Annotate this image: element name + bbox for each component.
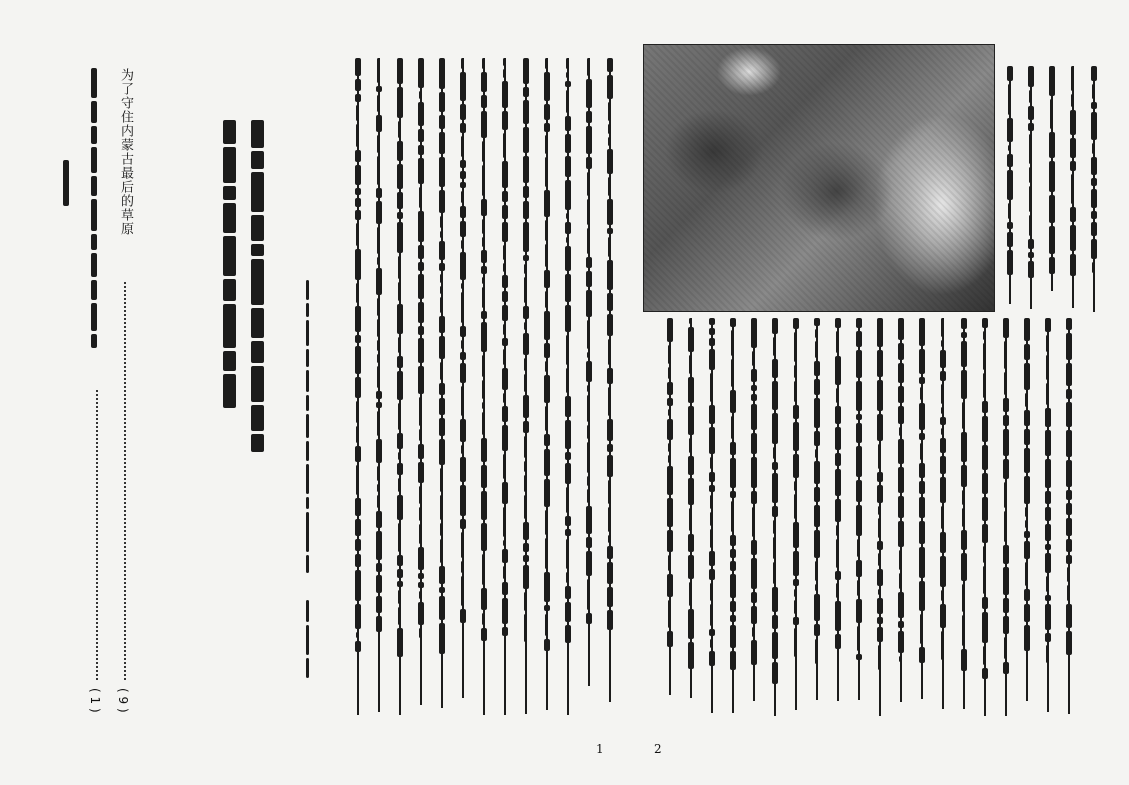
text-column-spine <box>462 58 464 698</box>
text-column-spine <box>984 318 986 716</box>
text-column <box>1021 318 1032 654</box>
text-column <box>1042 318 1053 666</box>
page-number-left: 1 <box>596 742 604 756</box>
text-column <box>706 318 717 669</box>
toc-chinese-title: 为了守住内蒙古最后的草原 <box>118 68 133 236</box>
text-column-spine <box>816 318 818 700</box>
toc-page-number-1: ( 9 ) <box>116 688 130 713</box>
text-column <box>436 58 447 657</box>
text-column-spine <box>879 318 881 716</box>
text-column-spine <box>900 318 902 702</box>
text-column <box>520 58 531 645</box>
text-column-spine <box>504 58 506 715</box>
text-column-spine <box>546 58 548 710</box>
text-column-spine <box>1030 66 1032 309</box>
text-column <box>457 58 468 626</box>
text-column-spine <box>1005 318 1007 716</box>
byline-col-2 <box>302 600 313 681</box>
text-column <box>1046 66 1057 277</box>
text-column <box>352 58 363 655</box>
article-title-col-1 <box>224 120 235 411</box>
text-column <box>727 318 738 673</box>
toc-leader-dots-2 <box>96 390 98 680</box>
text-column <box>937 318 948 663</box>
article-title-col-2 <box>252 120 263 455</box>
text-column <box>1088 66 1099 276</box>
text-column <box>1063 318 1074 658</box>
text-column-spine <box>1068 318 1070 714</box>
text-column <box>1067 66 1078 279</box>
text-column <box>769 318 780 687</box>
text-column-spine <box>483 58 485 715</box>
text-column-spine <box>378 58 380 712</box>
text-column <box>790 318 801 660</box>
text-column-spine <box>399 58 401 715</box>
text-column <box>853 318 864 663</box>
text-column-spine <box>525 58 527 714</box>
text-column-spine <box>837 318 839 701</box>
text-column-spine <box>669 318 671 695</box>
text-column-spine <box>942 318 944 709</box>
text-column <box>499 58 510 639</box>
page-number-right: 2 <box>654 742 662 756</box>
text-column-spine <box>1047 318 1049 712</box>
text-column-spine <box>921 318 923 699</box>
text-column-spine <box>753 318 755 701</box>
text-column-spine <box>1026 318 1028 701</box>
toc-mongolian-title <box>88 68 99 351</box>
toc-leader-dots-1 <box>124 282 126 680</box>
text-column-spine <box>441 58 443 708</box>
text-column <box>916 318 927 666</box>
text-column-spine <box>588 58 590 686</box>
text-column <box>583 58 594 627</box>
text-column <box>415 58 426 641</box>
text-column <box>811 318 822 667</box>
text-column <box>748 318 759 668</box>
text-column <box>541 58 552 654</box>
text-column <box>1025 66 1036 281</box>
text-column-spine <box>711 318 713 713</box>
text-column-spine <box>567 58 569 715</box>
byline-col-1 <box>302 280 313 576</box>
text-column-spine <box>1051 66 1053 291</box>
text-column <box>979 318 990 682</box>
text-column-spine <box>1093 66 1095 312</box>
text-column-spine <box>1072 66 1074 308</box>
text-column <box>832 318 843 652</box>
text-column-spine <box>420 58 422 705</box>
text-column-spine <box>690 318 692 698</box>
toc-section-label <box>60 160 71 209</box>
text-column <box>478 58 489 644</box>
text-column-spine <box>795 318 797 710</box>
text-column <box>895 318 906 665</box>
text-column <box>1004 66 1015 278</box>
text-column-spine <box>1009 66 1011 304</box>
text-column-spine <box>732 318 734 713</box>
text-column <box>1000 318 1011 677</box>
text-column <box>874 318 885 673</box>
text-column-spine <box>858 318 860 700</box>
text-column <box>562 58 573 646</box>
text-column <box>664 318 675 650</box>
text-column <box>685 318 696 672</box>
text-column <box>958 318 969 674</box>
text-column-spine <box>609 58 611 702</box>
article-photo <box>643 44 995 312</box>
text-column <box>373 58 384 635</box>
text-column-spine <box>774 318 776 716</box>
text-column <box>604 58 615 633</box>
toc-page-number-2: ( 1 ) <box>88 688 102 713</box>
text-column-spine <box>357 58 359 715</box>
text-column <box>394 58 405 660</box>
text-column-spine <box>963 318 965 709</box>
